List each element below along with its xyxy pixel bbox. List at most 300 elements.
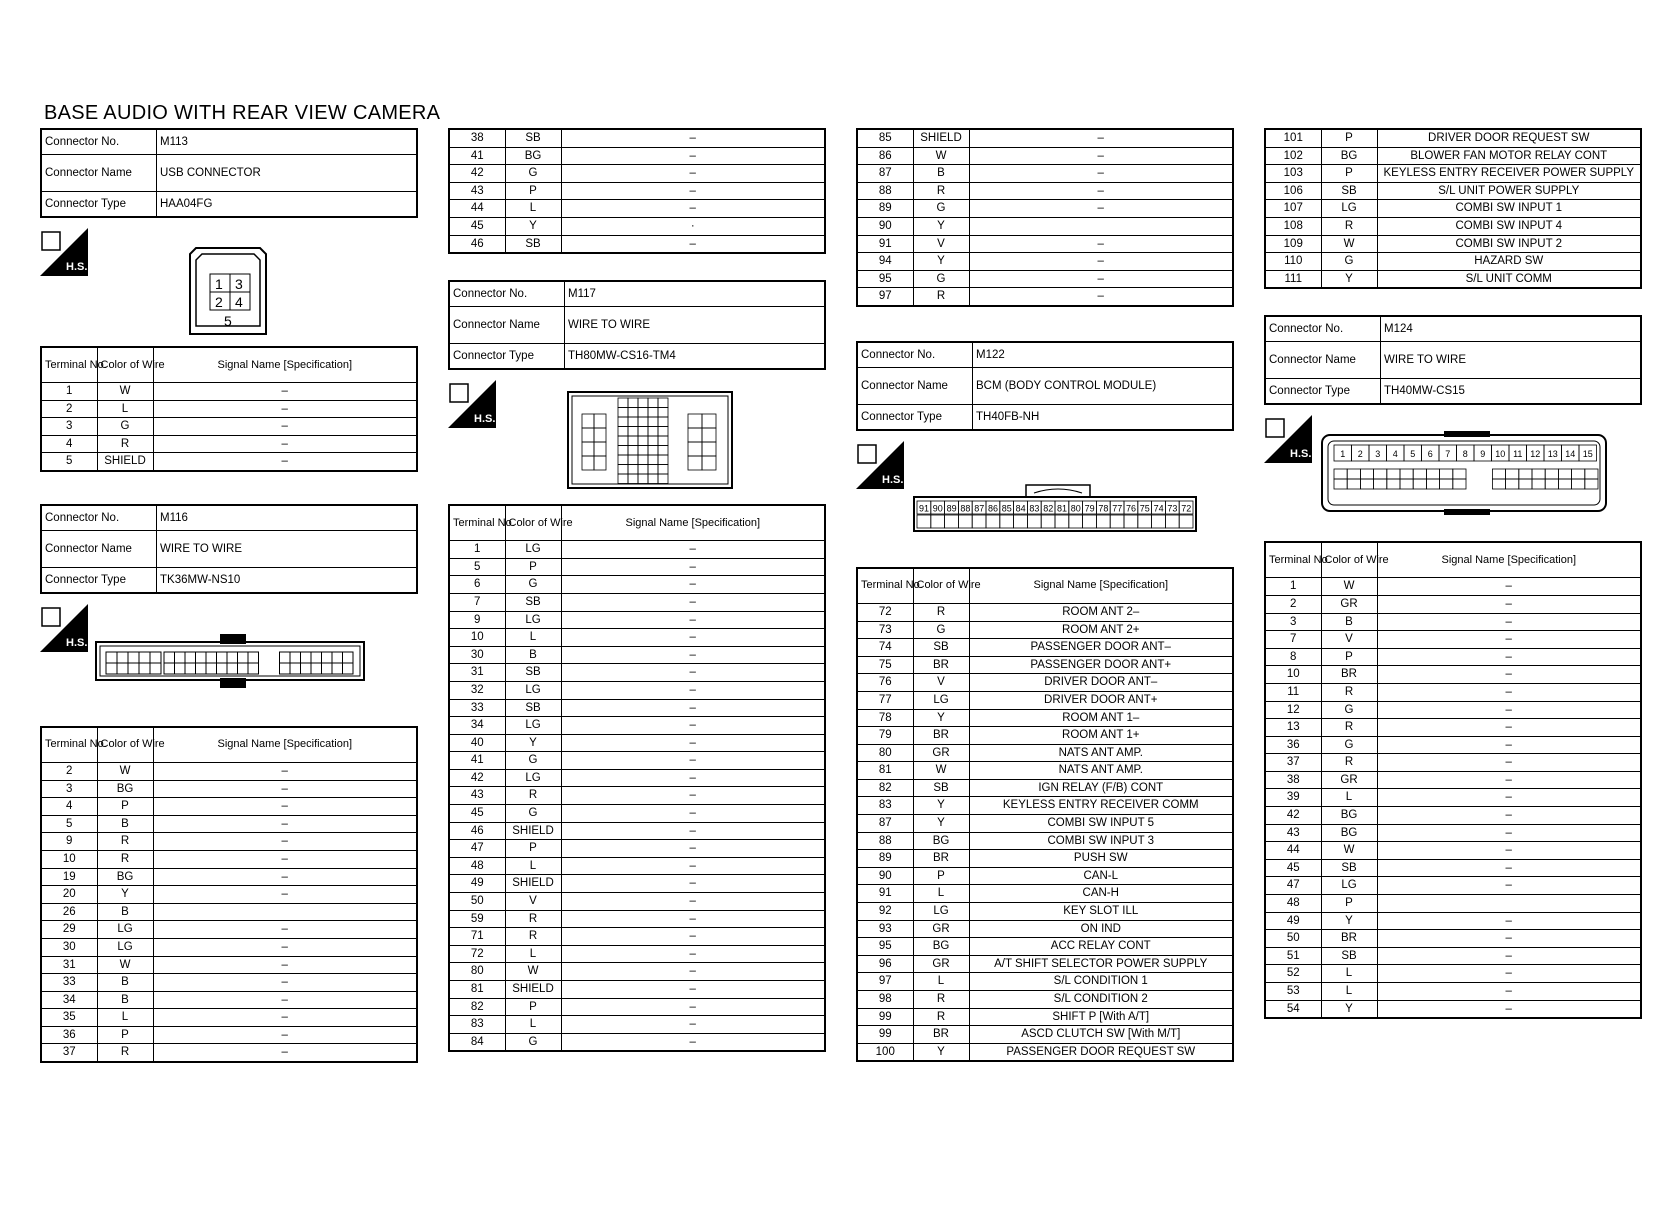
pin-label: 13: [1547, 449, 1558, 460]
connector-name-value: USB CONNECTOR: [157, 155, 418, 192]
table-row: [449, 717, 825, 735]
terminal-no: 19: [41, 868, 97, 886]
pin-cell: [217, 652, 228, 663]
wire-color: G: [1321, 736, 1377, 754]
signal-name: –: [153, 868, 417, 886]
terminal-no: 5: [41, 453, 97, 471]
pin-label: 4: [235, 294, 243, 310]
pin-cell: [688, 414, 702, 428]
svg-text:H.S.: H.S.: [66, 261, 88, 273]
signal-name: –: [561, 129, 825, 147]
pin-cell: [618, 446, 628, 456]
table-row: [857, 744, 1233, 762]
pin-cell: [582, 428, 594, 442]
wire-color: BR: [913, 727, 969, 745]
pin-cell: [150, 652, 161, 663]
terminal-no: 48: [449, 857, 505, 875]
pin-cell: [917, 515, 931, 528]
pin-cell: [618, 465, 628, 475]
pin-cell: [1374, 469, 1387, 479]
terminal-no: 4: [41, 435, 97, 453]
table-row: [857, 938, 1233, 956]
pin-cell: [582, 442, 594, 456]
terminal-no: 47: [1265, 877, 1321, 895]
pin-label: 3: [235, 276, 243, 292]
table-row: [857, 1026, 1233, 1044]
wire-color: P: [97, 1026, 153, 1044]
pin-cell: [648, 417, 658, 427]
terminal-no: 3: [1265, 613, 1321, 631]
signal-name: CAN-L: [969, 867, 1233, 885]
signal-name: DRIVER DOOR REQUEST SW: [1377, 129, 1641, 147]
pin-cell: [1165, 515, 1179, 528]
pin-label: 88: [960, 503, 971, 514]
signal-name: –: [561, 822, 825, 840]
signal-name: –: [1377, 965, 1641, 983]
table-row: [1265, 947, 1641, 965]
column-4: [1264, 128, 1642, 1019]
pin-cell: [658, 398, 668, 408]
table-row: [41, 833, 417, 851]
table-row: [449, 1016, 825, 1034]
signal-name: –: [1377, 648, 1641, 666]
terminal-no: 91: [857, 235, 913, 253]
pin-cell: [1041, 515, 1055, 528]
terminal-table-m113: [40, 346, 418, 472]
signal-name: –: [561, 558, 825, 576]
terminal-no: 51: [1265, 947, 1321, 965]
signal-name: –: [561, 963, 825, 981]
terminal-no: 78: [857, 709, 913, 727]
connector-type-value: TH40FB-NH: [973, 404, 1234, 430]
svg-text:H.S.: H.S.: [882, 473, 904, 486]
terminal-no: 111: [1265, 270, 1321, 288]
terminal-no: 88: [857, 182, 913, 200]
signal-name: –: [1377, 807, 1641, 825]
pin-label: 15: [1582, 449, 1593, 460]
pin-cell: [1453, 479, 1466, 489]
signal-name: –: [153, 833, 417, 851]
wire-color: G: [505, 576, 561, 594]
signal-name: –: [561, 629, 825, 647]
wire-color: R: [1321, 754, 1377, 772]
table-row: [857, 885, 1233, 903]
signal-name: –: [561, 752, 825, 770]
table-row: [41, 1009, 417, 1027]
connector-no-value: M113: [157, 129, 418, 155]
table-row: [41, 868, 417, 886]
terminal-no: 108: [1265, 217, 1321, 235]
wire-color: W: [505, 963, 561, 981]
table-row: [1265, 648, 1641, 666]
pin-cell: [931, 515, 945, 528]
table-row: [449, 165, 825, 183]
pin-cell: [1532, 479, 1545, 489]
connector-type-label: Connector Type: [41, 567, 157, 593]
table-row: [1265, 736, 1641, 754]
wire-color: B: [97, 991, 153, 1009]
table-row: [857, 288, 1233, 306]
pin-cell: [1360, 479, 1373, 489]
pin-label: 74: [1153, 503, 1164, 514]
table-row: [41, 903, 417, 921]
pin-cell: [1387, 479, 1400, 489]
table-row: [41, 991, 417, 1009]
wire-color: SHIELD: [505, 875, 561, 893]
pin-label: 82: [1043, 503, 1054, 514]
terminal-no: 12: [1265, 701, 1321, 719]
terminal-table-m122-end: [1264, 128, 1642, 289]
signal-name: ROOM ANT 2+: [969, 621, 1233, 639]
wire-color: LG: [505, 541, 561, 559]
terminal-no: 50: [449, 893, 505, 911]
pin-cell: [628, 417, 638, 427]
terminal-no: 43: [449, 182, 505, 200]
terminal-no: 107: [1265, 200, 1321, 218]
table-row: [449, 1033, 825, 1051]
table-row: [449, 681, 825, 699]
svg-text:H.S.: H.S.: [474, 413, 496, 426]
pin-cell: [1110, 515, 1124, 528]
table-row: [857, 867, 1233, 885]
terminal-no: 84: [449, 1033, 505, 1051]
terminal-no: 94: [857, 253, 913, 271]
connector-diagram-m122: [856, 441, 1234, 567]
pin-cell: [658, 427, 668, 437]
signal-name: –: [1377, 947, 1641, 965]
signal-name: –: [561, 1016, 825, 1034]
table-row: [1265, 877, 1641, 895]
terminal-no: 89: [857, 200, 913, 218]
pin-cell: [628, 398, 638, 408]
signal-name: –: [153, 1044, 417, 1062]
wire-color: L: [505, 945, 561, 963]
table-row: [41, 400, 417, 418]
table-row: [857, 797, 1233, 815]
pin-cell: [1069, 515, 1083, 528]
table-row: [1265, 182, 1641, 200]
terminal-no: 72: [857, 603, 913, 621]
pin-cell: [618, 436, 628, 446]
terminal-no: 2: [1265, 595, 1321, 613]
pin-cell: [1014, 515, 1028, 528]
connector-face-m116: [40, 604, 418, 714]
terminal-no: 109: [1265, 235, 1321, 253]
page-title: BASE AUDIO WITH REAR VIEW CAMERA: [44, 102, 441, 124]
pin-cell: [1083, 515, 1097, 528]
table-row: [41, 780, 417, 798]
terminal-no: 59: [449, 910, 505, 928]
terminal-no: 110: [1265, 253, 1321, 271]
wire-color: BG: [97, 780, 153, 798]
wire-color: R: [505, 910, 561, 928]
signal-name: –: [561, 945, 825, 963]
signal-name: –: [561, 769, 825, 787]
wire-color: SB: [505, 235, 561, 253]
signal-name: –: [1377, 930, 1641, 948]
signal-name: COMBI SW INPUT 2: [1377, 235, 1641, 253]
terminal-no: 5: [449, 558, 505, 576]
wire-color: GR: [913, 920, 969, 938]
signal-name: –: [969, 288, 1233, 306]
wire-color: R: [505, 787, 561, 805]
signal-name: KEYLESS ENTRY RECEIVER POWER SUPPLY: [1377, 165, 1641, 183]
terminal-no: 46: [449, 822, 505, 840]
pin-label: 5: [224, 313, 232, 329]
table-row: [449, 769, 825, 787]
table-row: [857, 815, 1233, 833]
connector-info-m116: [40, 504, 418, 594]
wire-color: W: [97, 956, 153, 974]
table-row: [1265, 666, 1641, 684]
table-row: [1265, 129, 1641, 147]
signal-name: –: [561, 875, 825, 893]
terminal-no: 37: [1265, 754, 1321, 772]
pin-label: 78: [1098, 503, 1109, 514]
pin-cell: [1426, 469, 1439, 479]
table-row: [857, 779, 1233, 797]
pin-cell: [196, 652, 207, 663]
signal-name: –: [561, 734, 825, 752]
signal-name: NATS ANT AMP.: [969, 744, 1233, 762]
terminal-no: 39: [1265, 789, 1321, 807]
wire-color: L: [1321, 983, 1377, 1001]
signal-name: –: [1377, 683, 1641, 701]
signal-name: –: [153, 956, 417, 974]
terminal-table-m122: [856, 567, 1234, 1062]
wire-color: G: [1321, 701, 1377, 719]
wire-color: R: [97, 435, 153, 453]
terminal-no: 7: [1265, 631, 1321, 649]
table-row: [449, 699, 825, 717]
table-row: [1265, 270, 1641, 288]
wire-color: BG: [505, 147, 561, 165]
signal-name: –: [561, 1033, 825, 1051]
table-row: [857, 1043, 1233, 1061]
terminal-no: 92: [857, 903, 913, 921]
terminal-no: 41: [449, 752, 505, 770]
header-color-of-wire: Color of Wire: [505, 505, 561, 541]
wire-color: L: [505, 1016, 561, 1034]
pin-cell: [648, 408, 658, 418]
table-row: [1265, 683, 1641, 701]
connector-name-value: WIRE TO WIRE: [565, 307, 826, 344]
signal-name: –: [561, 717, 825, 735]
wire-color: R: [505, 928, 561, 946]
terminal-no: 81: [857, 762, 913, 780]
terminal-no: 10: [41, 850, 97, 868]
connector-diagram-m124: [1264, 415, 1642, 541]
pin-cell: [618, 474, 628, 484]
wire-color: P: [505, 558, 561, 576]
table-row: [857, 691, 1233, 709]
terminal-no: 80: [449, 963, 505, 981]
terminal-no: 38: [449, 129, 505, 147]
wire-color: SHIELD: [505, 822, 561, 840]
wire-color: W: [97, 762, 153, 780]
wire-color: W: [913, 762, 969, 780]
column-1: [40, 128, 418, 1063]
signal-name: –: [561, 699, 825, 717]
signal-name: PUSH SW: [969, 850, 1233, 868]
table-row: [857, 955, 1233, 973]
pin-cell: [1545, 479, 1558, 489]
signal-name: –: [969, 147, 1233, 165]
pin-label: 84: [1015, 503, 1026, 514]
signal-name: [153, 903, 417, 921]
table-row: [41, 921, 417, 939]
signal-name: IGN RELAY (F/B) CONT: [969, 779, 1233, 797]
terminal-no: 46: [449, 235, 505, 253]
pin-cell: [648, 398, 658, 408]
terminal-no: 20: [41, 886, 97, 904]
wire-color: BG: [97, 868, 153, 886]
table-row: [857, 147, 1233, 165]
connector-name-value: BCM (BODY CONTROL MODULE): [973, 367, 1234, 404]
signal-name: –: [561, 928, 825, 946]
terminal-no: 89: [857, 850, 913, 868]
table-row: [449, 664, 825, 682]
connector-type-label: Connector Type: [857, 404, 973, 430]
terminal-no: 34: [449, 717, 505, 735]
table-row: [449, 981, 825, 999]
terminal-no: 33: [41, 974, 97, 992]
wire-color: P: [505, 840, 561, 858]
table-row: [449, 147, 825, 165]
pin-label: 77: [1112, 503, 1123, 514]
connector-no-label: Connector No.: [449, 281, 565, 307]
wire-color: L: [913, 885, 969, 903]
signal-name: –: [1377, 789, 1641, 807]
connector-name-label: Connector Name: [857, 367, 973, 404]
pin-cell: [618, 427, 628, 437]
signal-name: –: [561, 611, 825, 629]
pin-label: 83: [1029, 503, 1040, 514]
wire-color: LG: [97, 921, 153, 939]
signal-name: –: [1377, 719, 1641, 737]
wire-color: P: [97, 798, 153, 816]
wire-color: Y: [1321, 270, 1377, 288]
pin-cell: [1545, 469, 1558, 479]
table-row: [1265, 807, 1641, 825]
terminal-no: 42: [1265, 807, 1321, 825]
pin-cell: [301, 652, 312, 663]
signal-name: NATS ANT AMP.: [969, 762, 1233, 780]
wire-color: G: [913, 621, 969, 639]
terminal-no: 38: [1265, 771, 1321, 789]
pin-cell: [1532, 469, 1545, 479]
table-row: [1265, 1000, 1641, 1018]
signal-name: –: [561, 787, 825, 805]
pin-cell: [958, 515, 972, 528]
table-row: [449, 629, 825, 647]
signal-name: S/L CONDITION 1: [969, 973, 1233, 991]
header-color-of-wire: Color of Wire: [97, 727, 153, 763]
connector-type-value: TK36MW-NS10: [157, 567, 418, 593]
pin-cell: [1374, 479, 1387, 489]
signal-name: ASCD CLUTCH SW [With M/T]: [969, 1026, 1233, 1044]
pin-cell: [702, 414, 716, 428]
wire-color: Y: [913, 815, 969, 833]
hs-icon: [1264, 415, 1312, 463]
wire-color: SB: [1321, 947, 1377, 965]
wire-color: Y: [913, 1043, 969, 1061]
signal-name: –: [153, 974, 417, 992]
pin-label: 73: [1167, 503, 1178, 514]
terminal-no: 79: [857, 727, 913, 745]
table-row: [449, 928, 825, 946]
terminal-no: 2: [41, 762, 97, 780]
table-row: [857, 727, 1233, 745]
wire-color: BR: [913, 850, 969, 868]
terminal-no: 47: [449, 840, 505, 858]
terminal-no: 77: [857, 691, 913, 709]
terminal-no: 9: [41, 833, 97, 851]
header-terminal-no: Terminal No.: [41, 727, 97, 763]
wire-color: G: [505, 1033, 561, 1051]
header-terminal-no: Terminal No.: [41, 347, 97, 383]
pin-cell: [1400, 479, 1413, 489]
pin-label: 12: [1530, 449, 1541, 460]
pin-cell: [688, 456, 702, 470]
pin-cell: [185, 652, 196, 663]
terminal-no: 102: [1265, 147, 1321, 165]
signal-name: –: [561, 147, 825, 165]
wire-color: SB: [505, 129, 561, 147]
pin-cell: [1453, 469, 1466, 479]
wire-color: R: [97, 833, 153, 851]
connector-face-m117: [448, 380, 826, 500]
wire-color: LG: [505, 681, 561, 699]
table-row: [1265, 595, 1641, 613]
signal-name: –: [153, 815, 417, 833]
table-row: [41, 762, 417, 780]
pin-cell: [1138, 515, 1152, 528]
table-row: [449, 593, 825, 611]
terminal-no: 71: [449, 928, 505, 946]
pin-cell: [594, 414, 606, 428]
wire-color: B: [97, 974, 153, 992]
table-row: [1265, 253, 1641, 271]
pin-cell: [658, 446, 668, 456]
pin-cell: [1152, 515, 1166, 528]
connector-diagram-m113: [40, 228, 418, 346]
connector-info-m113: [40, 128, 418, 218]
wire-color: L: [913, 973, 969, 991]
pin-cell: [311, 652, 322, 663]
wire-color: L: [97, 400, 153, 418]
terminal-no: 101: [1265, 129, 1321, 147]
table-row: [449, 945, 825, 963]
pin-cell: [238, 652, 249, 663]
pin-cell: [150, 663, 161, 674]
terminal-table-m124: [1264, 541, 1642, 1019]
pin-cell: [322, 663, 333, 674]
signal-name: [969, 217, 1233, 235]
terminal-no: 52: [1265, 965, 1321, 983]
terminal-no: 29: [41, 921, 97, 939]
wire-color: BG: [913, 832, 969, 850]
terminal-no: 95: [857, 938, 913, 956]
table-row: [1265, 719, 1641, 737]
signal-name: –: [561, 593, 825, 611]
signal-name: –: [561, 805, 825, 823]
table-row: [857, 709, 1233, 727]
pin-cell: [1572, 479, 1585, 489]
table-row: [1265, 771, 1641, 789]
table-row: [41, 1026, 417, 1044]
terminal-no: 49: [449, 875, 505, 893]
